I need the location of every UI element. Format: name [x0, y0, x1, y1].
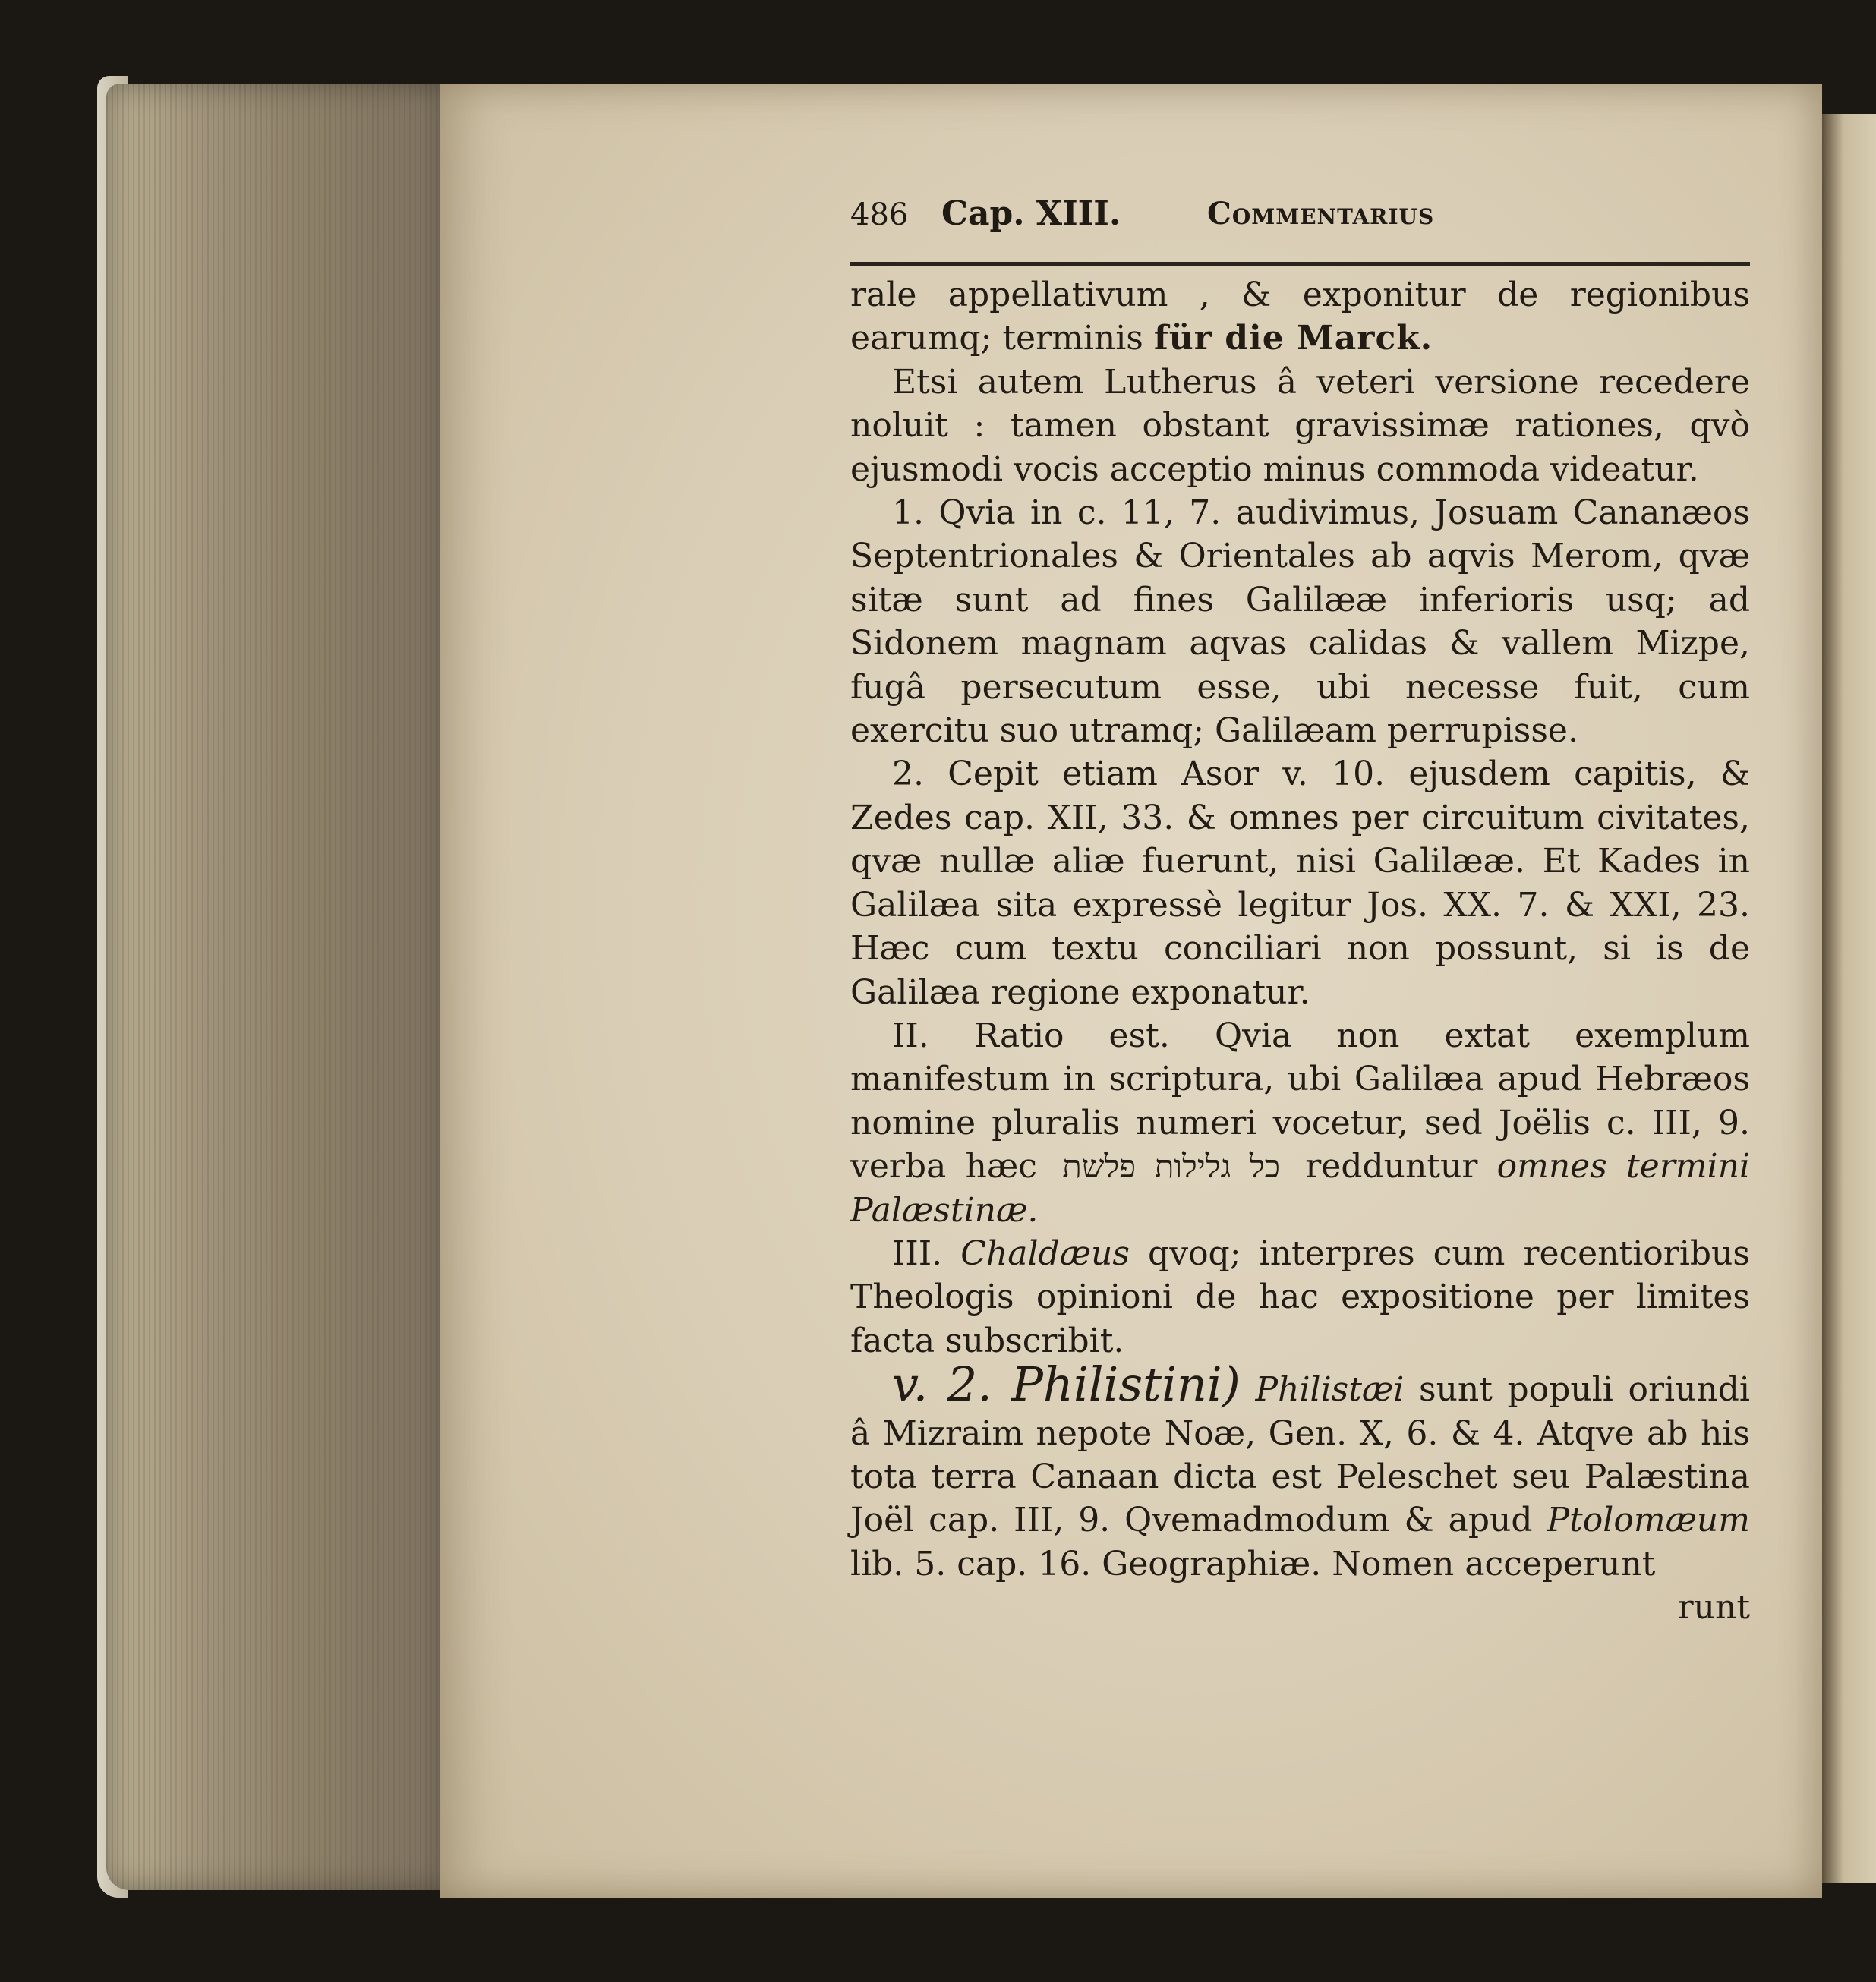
paragraph-5: II. Ratio est. Qvia non extat exemplum manifestum in scriptura, ubi Galilæa apud Hebræos nomine pluralis numeri vocetur, sed Joëlis c. III, 9. verba hæc כל גלילות פלשת redduntur omnes termini Palæstinæ.	[850, 1016, 1750, 1230]
book-fore-edge	[106, 84, 448, 1890]
body-text	[850, 273, 1750, 1630]
running-title: Commentarius	[1207, 196, 1435, 232]
paragraph-4: 2. Cepit etiam Asor v. 10. ejusdem capitis, & Zedes cap. XII, 33. & omnes per circuitum civitates, qvæ nullæ aliæ fuerunt, nisi Galilææ. Et Kades in Galilæa sita expressè legitur Jos. XX. 7. & XXI, 23. Hæc cum textu conciliari non possunt, si is de Galilæa regione exponatur.	[850, 755, 1750, 1012]
header-rule	[850, 262, 1750, 266]
paragraph-1: rale appellativum , & exponitur de regionibus earumq; terminis für die Marck.	[850, 276, 1750, 358]
paragraph-2: Etsi autem Lutherus â veteri versione recedere noluit : tamen obstant gravissimæ rationes, qvò ejusmodi vocis acceptio minus commoda videatur.	[850, 362, 1750, 489]
catchword-line	[850, 1586, 1750, 1629]
verse-reference: v. 2. Philistini)	[892, 1357, 1241, 1413]
catchword: runt	[1677, 1588, 1750, 1628]
hebrew-phrase: כל גלילות פלשת	[1062, 1148, 1281, 1186]
paragraph-7: v. 2. Philistini) Philistæi sunt populi oriundi â Mizraim nepote Noæ, Gen. X, 6. & 4. Atqve ab his tota terra Canaan dicta est Peleschet seu Palæstina Joël cap. III, 9. Qvemadmodum & apud Ptolomæum lib. 5. cap. 16. Geographiæ. Nomen acceperunt	[850, 1357, 1750, 1583]
paragraph-3: 1. Qvia in c. 11, 7. audivimus, Josuam Cananæos Septentrionales & Orientales ab aqvis Merom, qvæ sitæ sunt ad fines Galilææ inferioris usq; ad Sidonem magnam aqvas calidas & vallem Mizpe, fugâ persecutum esse, ubi necesse fuit, cum exercitu suo utramq; Galilæam perrupisse.	[850, 493, 1750, 751]
paragraph-6: III. Chaldæus qvoq; interpres cum recentioribus Theologis opinioni de hac expositione per limites facta subscribit.	[850, 1234, 1750, 1360]
running-head	[850, 190, 1754, 251]
chapter-label: Cap. XIII.	[941, 194, 1121, 233]
german-gloss: für die Marck.	[1153, 319, 1433, 358]
page-number: 486	[850, 197, 909, 232]
facing-page-edge	[1822, 114, 1876, 1883]
